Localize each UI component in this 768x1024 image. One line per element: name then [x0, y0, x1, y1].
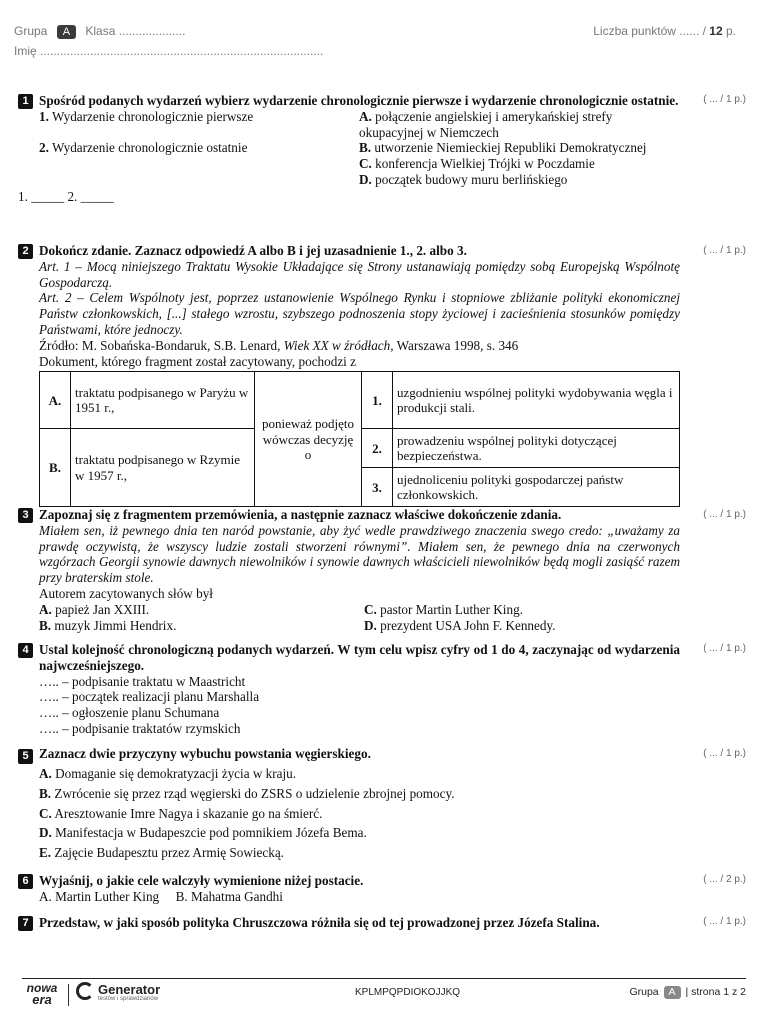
points-max: 12 [709, 24, 723, 38]
q4-number: 4 [18, 643, 33, 658]
q3-number: 3 [18, 508, 33, 523]
q3-stem: Autorem zacytowanych słów był [39, 585, 213, 601]
q1-line1: Wydarzenie chronologicznie pierwsze [48, 108, 254, 124]
q1-option-b[interactable]: B. utworzenie Niemieckiej Republiki Demokratycznej [359, 140, 647, 156]
q1-option-a[interactable]: A. połączenie angielskiej i amerykańskiej strefy okupacyjnej w Niemczech [359, 108, 613, 140]
question-3 [18, 507, 680, 633]
q1-answer-blanks[interactable]: 1. _____ 2. _____ [18, 188, 114, 204]
q2-option-b[interactable]: traktatu podpisanego w Rzymie w 1957 r., [71, 429, 255, 507]
name-line: Imię ..................................................................................... [14, 44, 324, 58]
q6-number: 6 [18, 874, 33, 889]
q3-option-d[interactable]: D. prezydent USA John F. Kennedy. [364, 617, 556, 633]
document-code: KPLMPQPDIOKOJJKQ [355, 987, 461, 998]
q5-points: ( ... / 1 p.) [703, 748, 746, 759]
footer-group-badge: A [664, 986, 681, 999]
q3-option-b[interactable]: B. muzyk Jimmi Hendrix. [39, 617, 177, 633]
q1-options [39, 109, 680, 188]
q2-number: 2 [18, 244, 33, 259]
q3-points: ( ... / 1 p.) [703, 509, 746, 520]
generator-g-icon [76, 982, 94, 1000]
q3-option-c[interactable]: C. pastor Martin Luther King. [364, 601, 523, 617]
class-label: Klasa .................... [85, 24, 186, 38]
q2-source: Źródło: M. Sobańska-Bondaruk, S.B. Lenard, Wiek XX w źródłach, Warszawa 1998, s. 346 [39, 337, 519, 353]
q6-title: Wyjaśnij, o jakie cele walczyły wymienione niżej postacie. [39, 873, 364, 888]
q6-points: ( ... / 2 p.) [703, 874, 746, 885]
q1-points: ( ... / 1 p.) [703, 94, 746, 105]
footer-page-number: | strona 1 z 2 [685, 986, 746, 998]
q5-option-a[interactable]: A. Domaganie się demokratyzacji życia w kraju. [39, 766, 297, 781]
q4-points: ( ... / 1 p.) [703, 643, 746, 654]
points-total [593, 24, 736, 38]
q3-quote: Miałem sen, iż pewnego dnia ten naród powstanie, aby żyć wedle prawdziwego znaczenia swego credo: „uważamy za prawdę oczywistą, że wszyscy ludzie zostali stworzeni równymi”. Miałem sen, że pewnego dnia na czerwonych wzgórzach Georgii synowie dawnych niewolników i synowie dawnych właścicieli niewolników będą mogli zasiąść razem przy braterskim stole. [39, 522, 680, 586]
q2-option-a-letter[interactable]: A. [40, 372, 71, 429]
question-4 [18, 642, 680, 737]
q2-article-2: Art. 2 – Celem Wspólnoty jest, poprzez ustanowienie Wspólnego Rynku i stopniowe zbliżanie polityki ekonomicznej Państw członkowskich, [...] stałego wzrostu, szybszego podnoszenia stopy życiowej i zacieśnienia stosunków pomiędzy Państwami, które jednoczy. [39, 290, 680, 337]
footer-page-info [629, 986, 746, 999]
points-label: Liczba punktów ...... / [593, 24, 710, 38]
q7-number: 7 [18, 916, 33, 931]
q1-line2-num: 2. [39, 139, 49, 155]
footer-divider [22, 978, 746, 979]
q2-reason-3-num[interactable]: 3. [362, 468, 393, 507]
question-1 [18, 93, 680, 205]
q1-line2: Wydarzenie chronologicznie ostatnie [48, 139, 248, 155]
q2-answer-table [39, 371, 680, 507]
q7-points: ( ... / 1 p.) [703, 916, 746, 927]
question-6 [18, 873, 680, 905]
q4-item-1[interactable]: ….. – podpisanie traktatu w Maastricht [39, 673, 246, 689]
q3-option-a[interactable]: A. papież Jan XXIII. [39, 601, 150, 617]
q4-item-2[interactable]: ….. – początek realizacji planu Marshalla [39, 689, 260, 705]
q5-option-e[interactable]: E. Zajęcie Budapesztu przez Armię Sowiecką. [39, 845, 284, 861]
q2-reason-1-num[interactable]: 1. [362, 372, 393, 429]
q1-number: 1 [18, 94, 33, 109]
q2-reason-1[interactable]: uzgodnieniu wspólnej polityki wydobywania węgla i produkcji stali. [393, 372, 680, 429]
nowa-era-logo: nowa era [26, 981, 58, 1007]
q3-title: Zapoznaj się z fragmentem przemówienia, a następnie zaznacz właściwe dokończenie zdania. [39, 507, 562, 522]
question-5 [18, 746, 680, 863]
q2-option-b-letter[interactable]: B. [40, 429, 71, 507]
q2-stem: Dokument, którego fragment został zacytowany, pochodzi z [39, 353, 357, 369]
q1-title: Spośród podanych wydarzeń wybierz wydarzenie chronologicznie pierwsze i wydarzenie chronologicznie ostatnie. [39, 93, 679, 108]
header-group-class [14, 24, 185, 39]
q5-option-d[interactable]: D. Manifestacja w Budapeszcie pod pomnikiem Józefa Bema. [39, 825, 367, 841]
q5-title: Zaznacz dwie przyczyny wybuchu powstania węgierskiego. [39, 746, 371, 761]
q4-title: Ustal kolejność chronologiczną podanych wydarzeń. W tym celu wpisz cyfry od 1 do 4, zaczynając od wydarzenia najwcześniejszego. [39, 642, 680, 673]
q4-item-3[interactable]: ….. – ogłoszenie planu Schumana [39, 705, 220, 721]
points-unit: p. [722, 24, 736, 38]
q1-option-c[interactable]: C. konferencja Wielkiej Trójki w Poczdamie [359, 156, 595, 172]
q6-people: A. Martin Luther King B. Mahatma Gandhi [39, 888, 283, 904]
q4-item-4[interactable]: ….. – podpisanie traktatów rzymskich [39, 720, 241, 736]
q2-reason-2-num[interactable]: 2. [362, 429, 393, 468]
q2-reason-2[interactable]: prowadzeniu wspólnej polityki dotyczącej bezpieczeństwa. [393, 429, 680, 468]
q1-option-d[interactable]: D. początek budowy muru berlińskiego [359, 171, 568, 187]
q1-line1-num: 1. [39, 108, 49, 124]
q2-option-a[interactable]: traktatu podpisanego w Paryżu w 1951 r., [71, 372, 255, 429]
logo-separator [68, 984, 69, 1006]
q2-article-1: Art. 1 – Mocą niniejszego Traktatu Wysokie Układające się Strony ustanawiają pomiędzy sobą Europejską Wspólnotę Gospodarczą. [39, 258, 680, 290]
footer-group-label: Grupa [629, 986, 659, 998]
q3-options [39, 602, 680, 634]
group-badge: A [57, 25, 76, 39]
group-label: Grupa [14, 24, 48, 38]
q7-title: Przedstaw, w jaki sposób polityka Chruszczowa różniła się od tej prowadzonej przez Józefa Stalina. [39, 915, 600, 930]
q5-number: 5 [18, 749, 33, 764]
q2-reason-3[interactable]: ujednoliceniu polityki gospodarczej państw członkowskich. [397, 471, 624, 503]
q2-points: ( ... / 1 p.) [703, 245, 746, 256]
q5-option-c[interactable]: C. Aresztowanie Imre Nagya i skazanie go na śmierć. [39, 805, 323, 821]
question-7 [18, 915, 680, 931]
q2-because: ponieważ podjęto wówczas decyzję o [255, 372, 362, 507]
q5-option-b[interactable]: B. Zwrócenie się przez rząd węgierski do ZSRS o udzielenie zbrojnej pomocy. [39, 785, 455, 801]
question-2 [18, 243, 680, 507]
q2-title: Dokończ zdanie. Zaznacz odpowiedź A albo B i jej uzasadnienie 1., 2. albo 3. [39, 243, 467, 258]
